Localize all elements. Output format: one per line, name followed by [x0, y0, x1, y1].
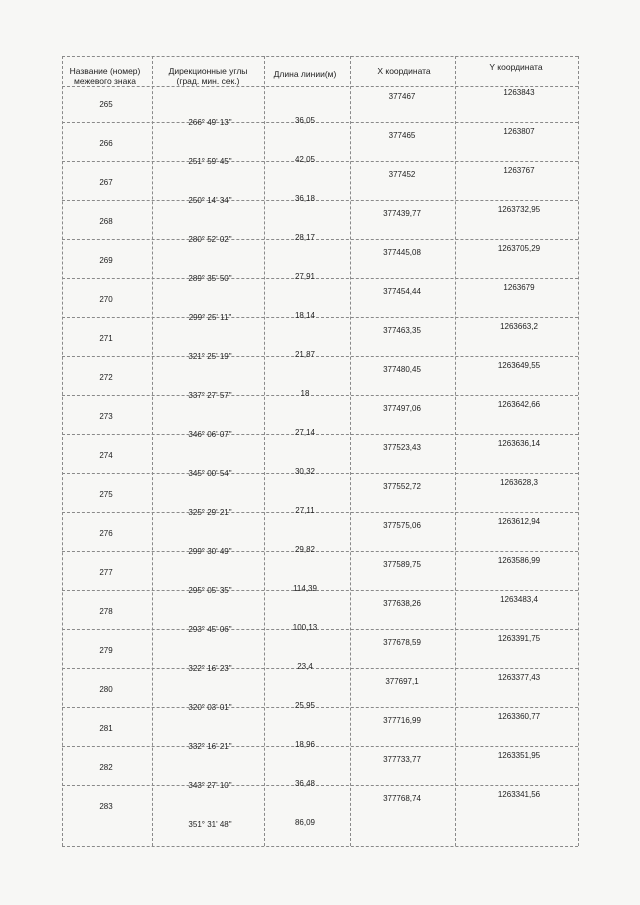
point-y-coordinate: 1263705,29 — [497, 244, 541, 253]
point-name: 275 — [99, 490, 113, 499]
segment-length: 23,4 — [297, 661, 313, 671]
segment-length: 100,13 — [292, 622, 318, 632]
segment-length: 18,96 — [294, 739, 316, 749]
header-name: Название (номер) межевого знака — [69, 66, 141, 86]
segment-length: 36,18 — [294, 193, 316, 203]
table-divider-angle — [264, 56, 265, 846]
segment-length: 86,09 — [294, 817, 316, 827]
segment-length: 42,05 — [294, 154, 316, 164]
header-bottom-line — [62, 86, 578, 87]
segment-length: 36,48 — [294, 778, 316, 788]
point-y-coordinate: 1263360,77 — [497, 712, 541, 721]
point-y-coordinate: 1263843 — [503, 88, 535, 97]
header-y: Y координата — [489, 62, 543, 72]
segment-length: 18,14 — [294, 310, 316, 320]
segment-direction-angle: 295° 05' 35" — [188, 585, 232, 595]
point-x-coordinate: 377480,45 — [383, 365, 421, 374]
point-name: 265 — [99, 100, 113, 109]
point-name: 277 — [99, 568, 113, 577]
point-y-coordinate: 1263483,4 — [500, 595, 538, 604]
point-name: 270 — [99, 295, 113, 304]
segment-length: 18 — [300, 388, 310, 398]
segment-length: 114,39 — [293, 583, 317, 593]
point-name: 283 — [99, 802, 113, 811]
point-y-coordinate: 1263679 — [503, 283, 535, 292]
segment-direction-angle: 332° 16' 21" — [188, 741, 232, 751]
point-x-coordinate: 377575,06 — [383, 521, 421, 530]
segment-direction-angle: 251° 59' 45" — [188, 156, 232, 166]
point-y-coordinate: 1263586,99 — [497, 556, 541, 565]
point-y-coordinate: 1263341,56 — [497, 790, 541, 799]
point-name: 274 — [99, 451, 113, 460]
point-y-coordinate: 1263732,95 — [497, 205, 541, 214]
point-name: 276 — [99, 529, 113, 538]
point-y-coordinate: 1263391,75 — [497, 634, 541, 643]
table-bottom-line — [62, 846, 578, 847]
segment-direction-angle: 289° 35' 50" — [188, 273, 232, 283]
point-x-coordinate: 377523,43 — [383, 443, 421, 452]
segment-direction-angle: 351° 31' 48" — [188, 819, 232, 829]
point-x-coordinate: 377465 — [388, 131, 416, 140]
point-y-coordinate: 1263663,2 — [500, 322, 538, 331]
table-border-right — [578, 56, 579, 846]
segment-direction-angle: 322° 16' 23" — [188, 663, 232, 673]
point-name: 267 — [99, 178, 113, 187]
table-divider-length — [350, 56, 351, 846]
segment-length: 25,95 — [294, 700, 316, 710]
point-name: 282 — [99, 763, 113, 772]
point-name: 269 — [99, 256, 113, 265]
point-x-coordinate: 377697,1 — [385, 677, 419, 686]
segment-length: 28,17 — [294, 232, 316, 242]
point-y-coordinate: 1263807 — [503, 127, 535, 136]
point-x-coordinate: 377467 — [388, 92, 416, 101]
segment-direction-angle: 321° 25' 19" — [188, 351, 232, 361]
segment-direction-angle: 345° 00' 54" — [188, 468, 232, 478]
header-x: X координата — [377, 66, 431, 76]
point-name: 266 — [99, 139, 113, 148]
segment-direction-angle: 320° 03' 01" — [188, 702, 232, 712]
segment-direction-angle: 266° 49' 13" — [188, 117, 232, 127]
point-x-coordinate: 377589,75 — [383, 560, 421, 569]
point-name: 278 — [99, 607, 113, 616]
point-y-coordinate: 1263377,43 — [497, 673, 541, 682]
point-name: 271 — [99, 334, 113, 343]
point-x-coordinate: 377445,08 — [383, 248, 421, 257]
point-name: 268 — [99, 217, 113, 226]
point-name: 272 — [99, 373, 113, 382]
header-angle: Дирекционные углы (град. мин. сек.) — [168, 66, 248, 86]
segment-length: 27,14 — [294, 427, 316, 437]
table-divider-x — [455, 56, 456, 846]
table-border-left — [62, 56, 63, 846]
point-x-coordinate: 377733,77 — [383, 755, 421, 764]
point-x-coordinate: 377638,26 — [383, 599, 421, 608]
point-x-coordinate: 377439,77 — [383, 209, 421, 218]
point-y-coordinate: 1263612,94 — [497, 517, 541, 526]
segment-length: 36,05 — [294, 115, 316, 125]
header-length: Длина линии(м) — [273, 69, 337, 79]
segment-length: 29,82 — [294, 544, 316, 554]
point-x-coordinate: 377452 — [388, 170, 416, 179]
point-name: 273 — [99, 412, 113, 421]
point-x-coordinate: 377552,72 — [383, 482, 421, 491]
segment-direction-angle: 250° 14' 34" — [188, 195, 232, 205]
point-name: 281 — [99, 724, 113, 733]
point-y-coordinate: 1263636,14 — [497, 439, 541, 448]
point-y-coordinate: 1263767 — [503, 166, 535, 175]
segment-direction-angle: 293° 45' 06" — [188, 624, 232, 634]
segment-direction-angle: 343° 27' 10" — [188, 780, 232, 790]
point-y-coordinate: 1263649,55 — [497, 361, 541, 370]
point-x-coordinate: 377454,44 — [383, 287, 421, 296]
segment-direction-angle: 346° 06' 07" — [188, 429, 232, 439]
segment-length: 27,91 — [294, 271, 316, 281]
segment-direction-angle: 337° 27' 57" — [188, 390, 232, 400]
table-divider-name — [152, 56, 153, 846]
segment-direction-angle: 299° 30' 49" — [188, 546, 232, 556]
segment-direction-angle: 325° 29' 21" — [188, 507, 232, 517]
point-x-coordinate: 377497,06 — [383, 404, 421, 413]
point-name: 280 — [99, 685, 113, 694]
point-y-coordinate: 1263628,3 — [500, 478, 538, 487]
header-top-line — [62, 56, 578, 57]
point-x-coordinate: 377678,59 — [383, 638, 421, 647]
point-x-coordinate: 377716,99 — [383, 716, 421, 725]
point-y-coordinate: 1263642,66 — [497, 400, 541, 409]
segment-length: 21,87 — [294, 349, 316, 359]
segment-direction-angle: 280° 52' 02" — [188, 234, 232, 244]
segment-length: 30,32 — [294, 466, 316, 476]
point-y-coordinate: 1263351,95 — [497, 751, 541, 760]
point-x-coordinate: 377768,74 — [383, 794, 421, 803]
segment-direction-angle: 299° 25' 11" — [188, 312, 232, 322]
point-name: 279 — [99, 646, 113, 655]
segment-length: 27,11 — [295, 505, 315, 515]
point-x-coordinate: 377463,35 — [383, 326, 421, 335]
